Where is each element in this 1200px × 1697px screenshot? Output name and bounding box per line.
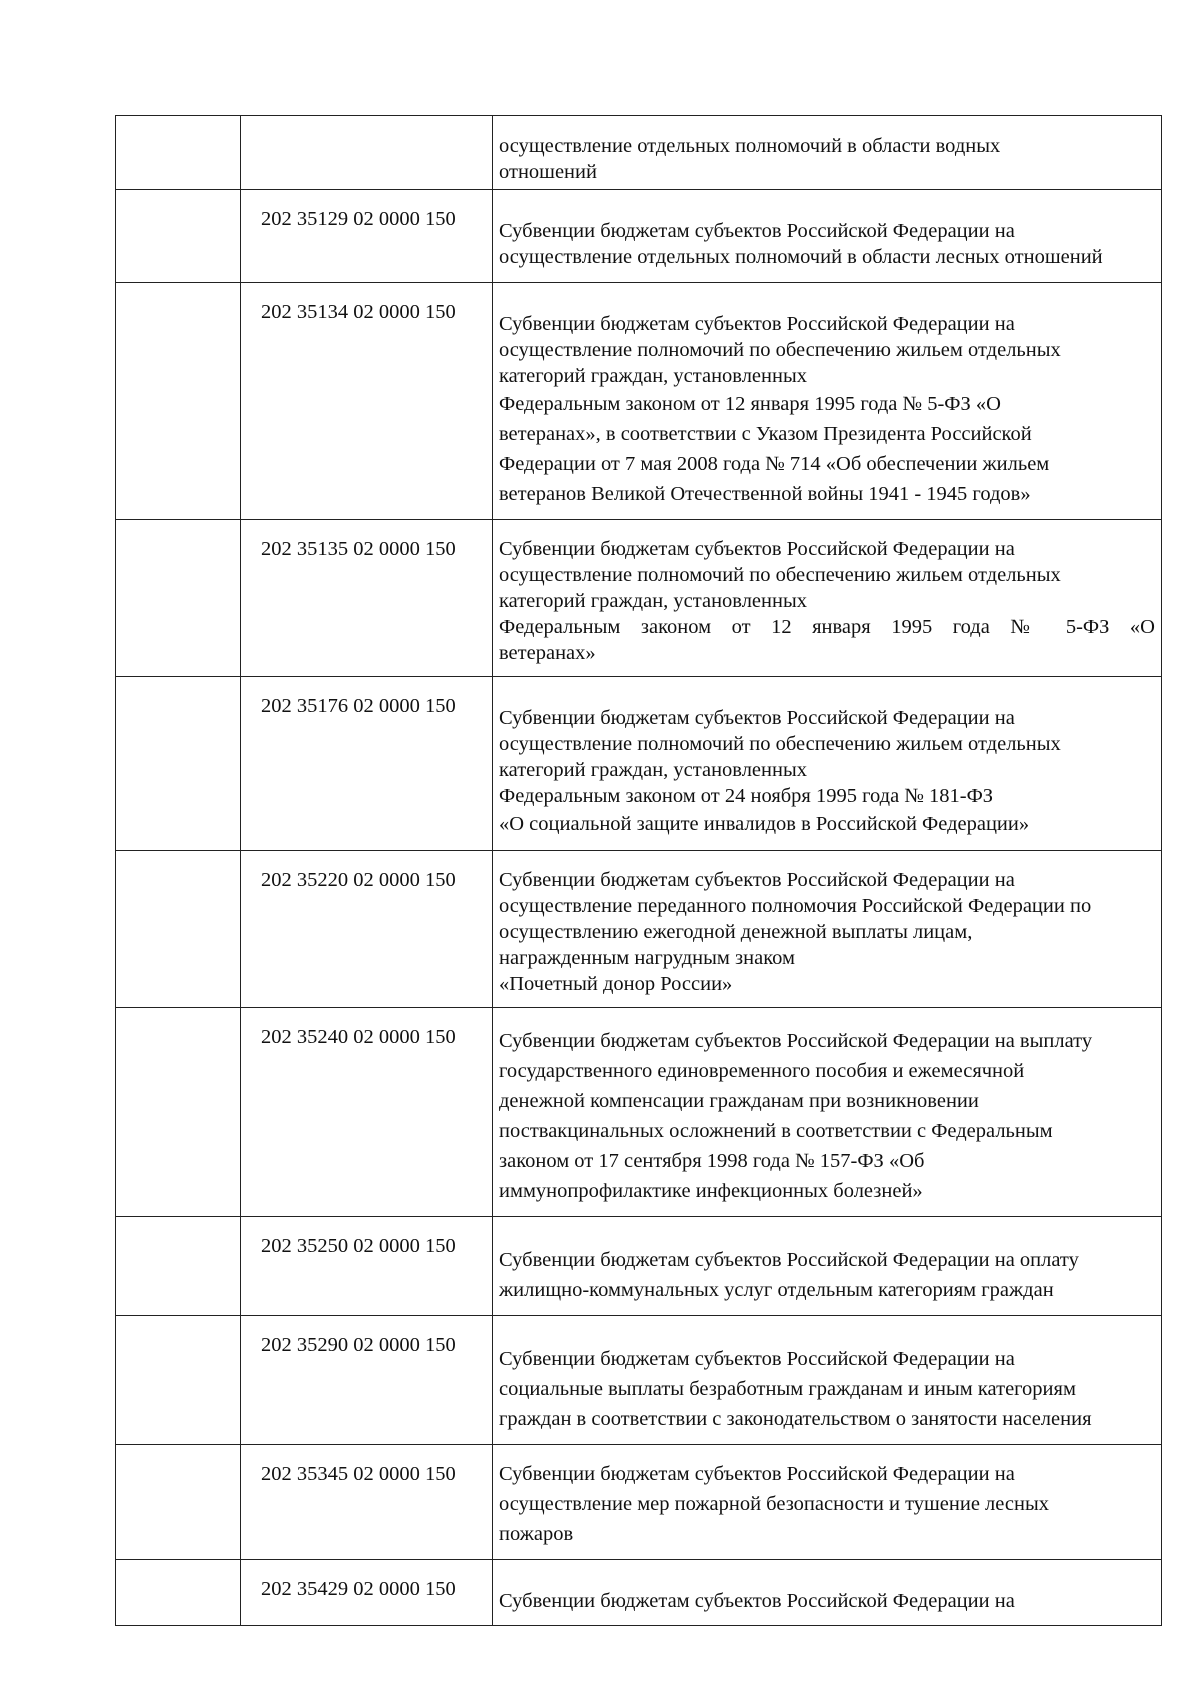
description-line: иммунопрофилактике инфекционных болезней» [499,1180,923,1202]
empty-cell [116,851,241,1008]
table-row [116,1316,1162,1445]
description-line: Субвенции бюджетам субъектов Российской Федерации на [499,220,1015,242]
description-line: жилищно-коммунальных услуг отдельным категориям граждан [499,1279,1054,1301]
description-line: Субвенции бюджетам субъектов Российской Федерации на [499,1463,1015,1485]
empty-cell [116,190,241,283]
empty-cell [116,116,241,190]
description-line: пожаров [499,1523,574,1545]
description-line: награжденным нагрудным знаком [499,947,795,969]
description-line: осуществление отдельных полномочий в области водных [499,135,1001,157]
description-cell [493,1445,1162,1560]
description-cell [493,851,1162,1008]
description-cell [493,1008,1162,1217]
description-cell [493,116,1162,190]
code-cell: 202 35129 02 0000 150 [241,190,493,283]
code-cell: 202 35134 02 0000 150 [241,283,493,520]
description-cell [493,677,1162,851]
table-row [116,520,1162,677]
description-line: граждан в соответствии с законодательством о занятости населения [499,1408,1092,1430]
table-row [116,116,1162,190]
description-line: Федеральным законом от 12 января 1995 года № 5-ФЗ «О [499,616,1155,638]
table-row [116,1217,1162,1316]
description-line: поствакцинальных осложнений в соответствии с Федеральным [499,1120,1053,1142]
description-line: осуществление полномочий по обеспечению жильем отдельных [499,339,1061,361]
description-line: Субвенции бюджетам субъектов Российской Федерации на [499,538,1015,560]
description-line: категорий граждан, установленных [499,759,807,781]
empty-cell [116,283,241,520]
table-row [116,677,1162,851]
description-cell [493,520,1162,677]
code-cell [241,116,493,190]
table-row [116,283,1162,520]
description-cell [493,283,1162,520]
description-line: Субвенции бюджетам субъектов Российской Федерации на [499,313,1015,335]
empty-cell [116,677,241,851]
description-line: государственного единовременного пособия и ежемесячной [499,1060,1025,1082]
code-cell: 202 35176 02 0000 150 [241,677,493,851]
description-line: Субвенции бюджетам субъектов Российской Федерации на [499,1348,1015,1370]
description-line: законом от 17 сентября 1998 года № 157-ФЗ «Об [499,1150,925,1172]
budget-codes-table [115,115,1162,1626]
description-line: осуществление переданного полномочия Российской Федерации по [499,895,1092,917]
table-row [116,1560,1162,1626]
description-cell [493,1217,1162,1316]
empty-cell [116,1217,241,1316]
description-line: категорий граждан, установленных [499,365,807,387]
description-line: Субвенции бюджетам субъектов Российской Федерации на выплату [499,1030,1093,1052]
description-line: отношений [499,161,597,183]
code-cell: 202 35290 02 0000 150 [241,1316,493,1445]
empty-cell [116,520,241,677]
code-cell: 202 35345 02 0000 150 [241,1445,493,1560]
description-line: «Почетный донор России» [499,973,733,995]
description-line: ветеранов Великой Отечественной войны 1941 - 1945 годов» [499,483,1031,505]
code-cell: 202 35250 02 0000 150 [241,1217,493,1316]
description-line: Субвенции бюджетам субъектов Российской Федерации на [499,1590,1015,1612]
description-line: осуществление полномочий по обеспечению жильем отдельных [499,564,1061,586]
description-line: осуществление полномочий по обеспечению жильем отдельных [499,733,1061,755]
empty-cell [116,1560,241,1626]
description-line: Федерации от 7 мая 2008 года № 714 «Об обеспечении жильем [499,453,1050,475]
description-line: Субвенции бюджетам субъектов Российской Федерации на [499,707,1015,729]
description-line: ветеранах» [499,642,596,664]
table-row [116,190,1162,283]
description-line: категорий граждан, установленных [499,590,807,612]
description-line: социальные выплаты безработным гражданам и иным категориям [499,1378,1076,1400]
table-row [116,1008,1162,1217]
description-line: «О социальной защите инвалидов в Российской Федерации» [499,813,1030,835]
description-line: осуществление отдельных полномочий в области лесных отношений [499,246,1103,268]
description-line: Субвенции бюджетам субъектов Российской Федерации на оплату [499,1249,1079,1271]
empty-cell [116,1008,241,1217]
description-line: Федеральным законом от 12 января 1995 года № 5-ФЗ «О [499,393,1001,415]
code-cell: 202 35220 02 0000 150 [241,851,493,1008]
description-cell [493,190,1162,283]
description-line: денежной компенсации гражданам при возникновении [499,1090,979,1112]
description-line: Федеральным законом от 24 ноября 1995 года № 181-ФЗ [499,785,994,807]
code-cell: 202 35135 02 0000 150 [241,520,493,677]
empty-cell [116,1445,241,1560]
description-line: осуществление мер пожарной безопасности и тушение лесных [499,1493,1049,1515]
code-cell: 202 35429 02 0000 150 [241,1560,493,1626]
description-cell [493,1560,1162,1626]
description-line: ветеранах», в соответствии с Указом Президента Российской [499,423,1032,445]
code-cell: 202 35240 02 0000 150 [241,1008,493,1217]
empty-cell [116,1316,241,1445]
table-row [116,851,1162,1008]
description-line: осуществлению ежегодной денежной выплаты лицам, [499,921,973,943]
description-line: Субвенции бюджетам субъектов Российской Федерации на [499,869,1015,891]
description-cell [493,1316,1162,1445]
table-row [116,1445,1162,1560]
